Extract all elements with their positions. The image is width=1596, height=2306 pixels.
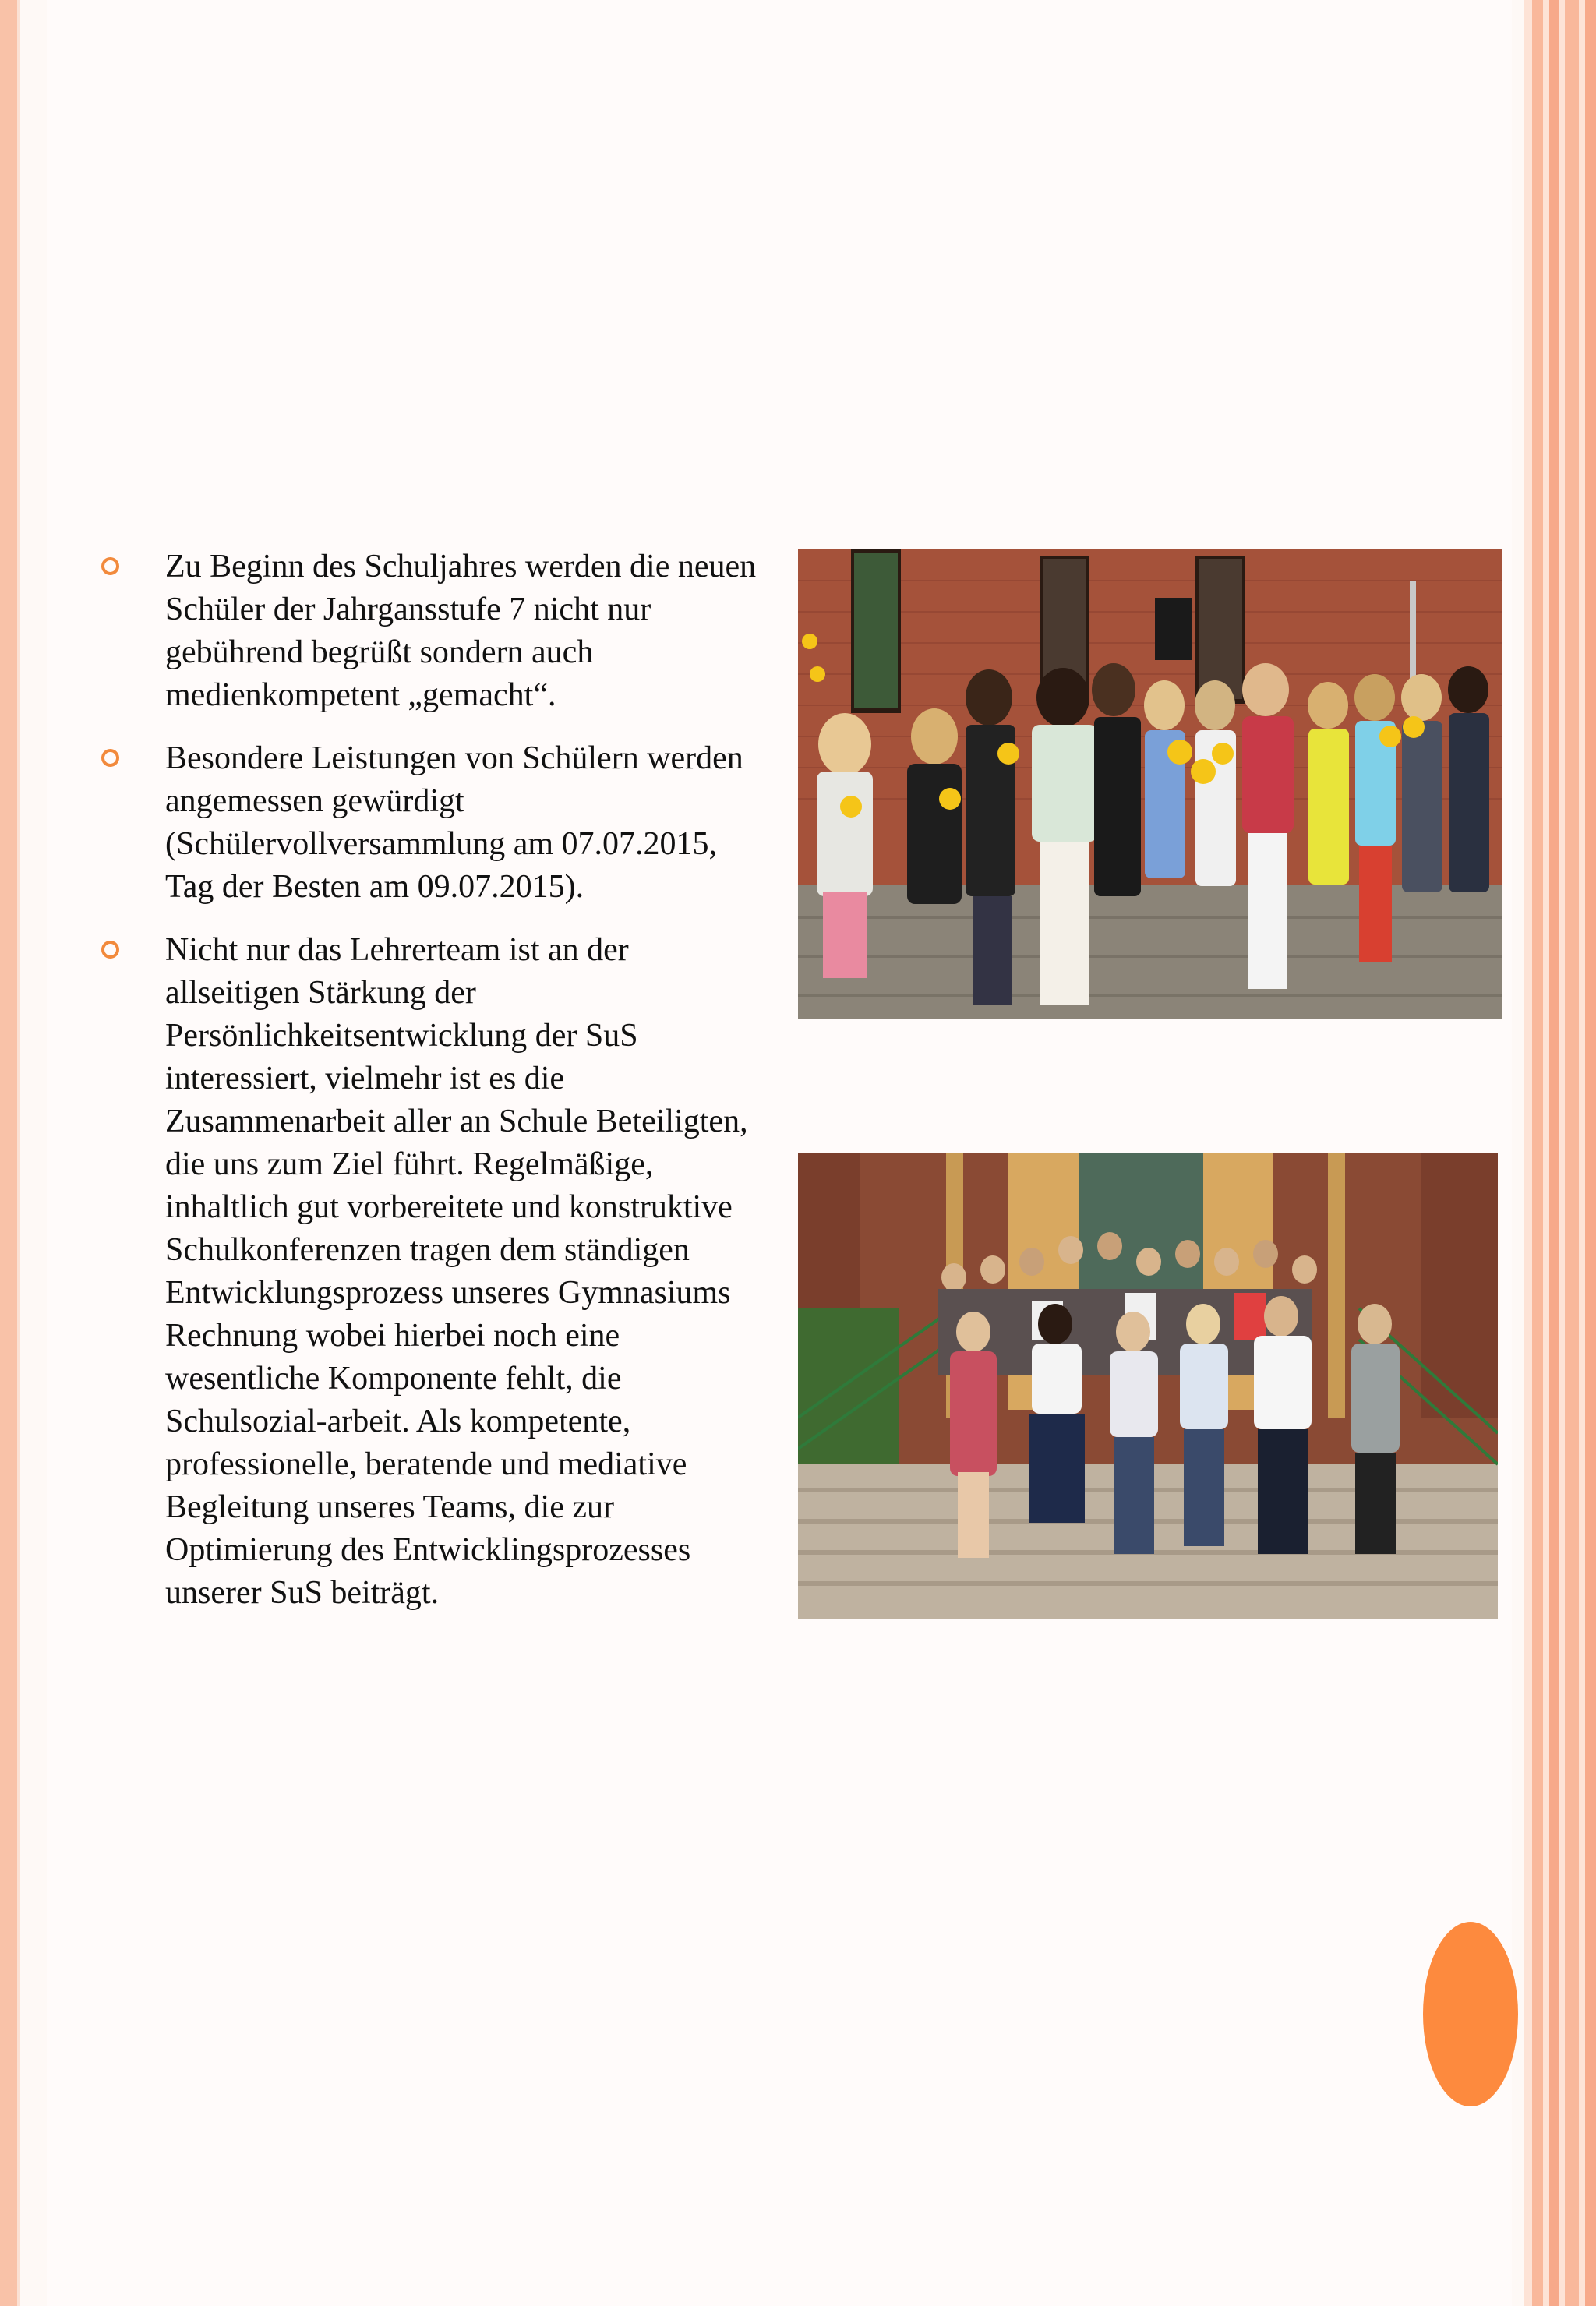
left-border-decoration — [0, 0, 17, 2306]
decorative-orange-oval — [1423, 1922, 1518, 2106]
bullet-text: Zu Beginn des Schuljahres werden die neuen Schüler der Jahrgansstufe 7 nicht nur gebührend begrüßt sondern auch medienkompetent „gemacht“. — [165, 549, 757, 713]
photo-staff-group — [798, 1153, 1498, 1619]
bullet-item — [98, 929, 768, 1615]
bullet-list — [98, 546, 768, 1635]
bullet-item — [98, 737, 768, 909]
right-border-decoration — [1524, 0, 1596, 2306]
photo-students-welcome — [798, 549, 1502, 1019]
ring-bullet-icon — [101, 749, 119, 767]
bullet-text: Nicht nur das Lehrerteam ist an der allseitigen Stärkung der Persönlichkeitsentwicklung der SuS interessiert, vielmehr ist es die Zusammenarbeit aller an Schule Beteiligten, die uns zum Ziel führt. Regelmäßige, inhaltlich gut vorbereitete und konstruktive Schulkonferenzen tragen dem ständigen Entwicklungsprozess unseres Gymnasiums Rechnung wobei hierbei noch eine wesentliche Komponente fehlt, die Schulsozial-arbeit. Als kompetente, professionelle, beratende und mediative Begleitung unseres Teams, die zur Optimierung des Entwicklingsprozesses unserer SuS beiträgt. — [165, 932, 748, 1611]
bullet-text: Besondere Leistungen von Schülern werden angemessen gewürdigt (Schülervollversammlung am 07.07.2015, Tag der Besten am 09.07.2015). — [165, 740, 743, 905]
ring-bullet-icon — [101, 941, 119, 959]
ring-bullet-icon — [101, 557, 119, 575]
bullet-item — [98, 546, 768, 717]
